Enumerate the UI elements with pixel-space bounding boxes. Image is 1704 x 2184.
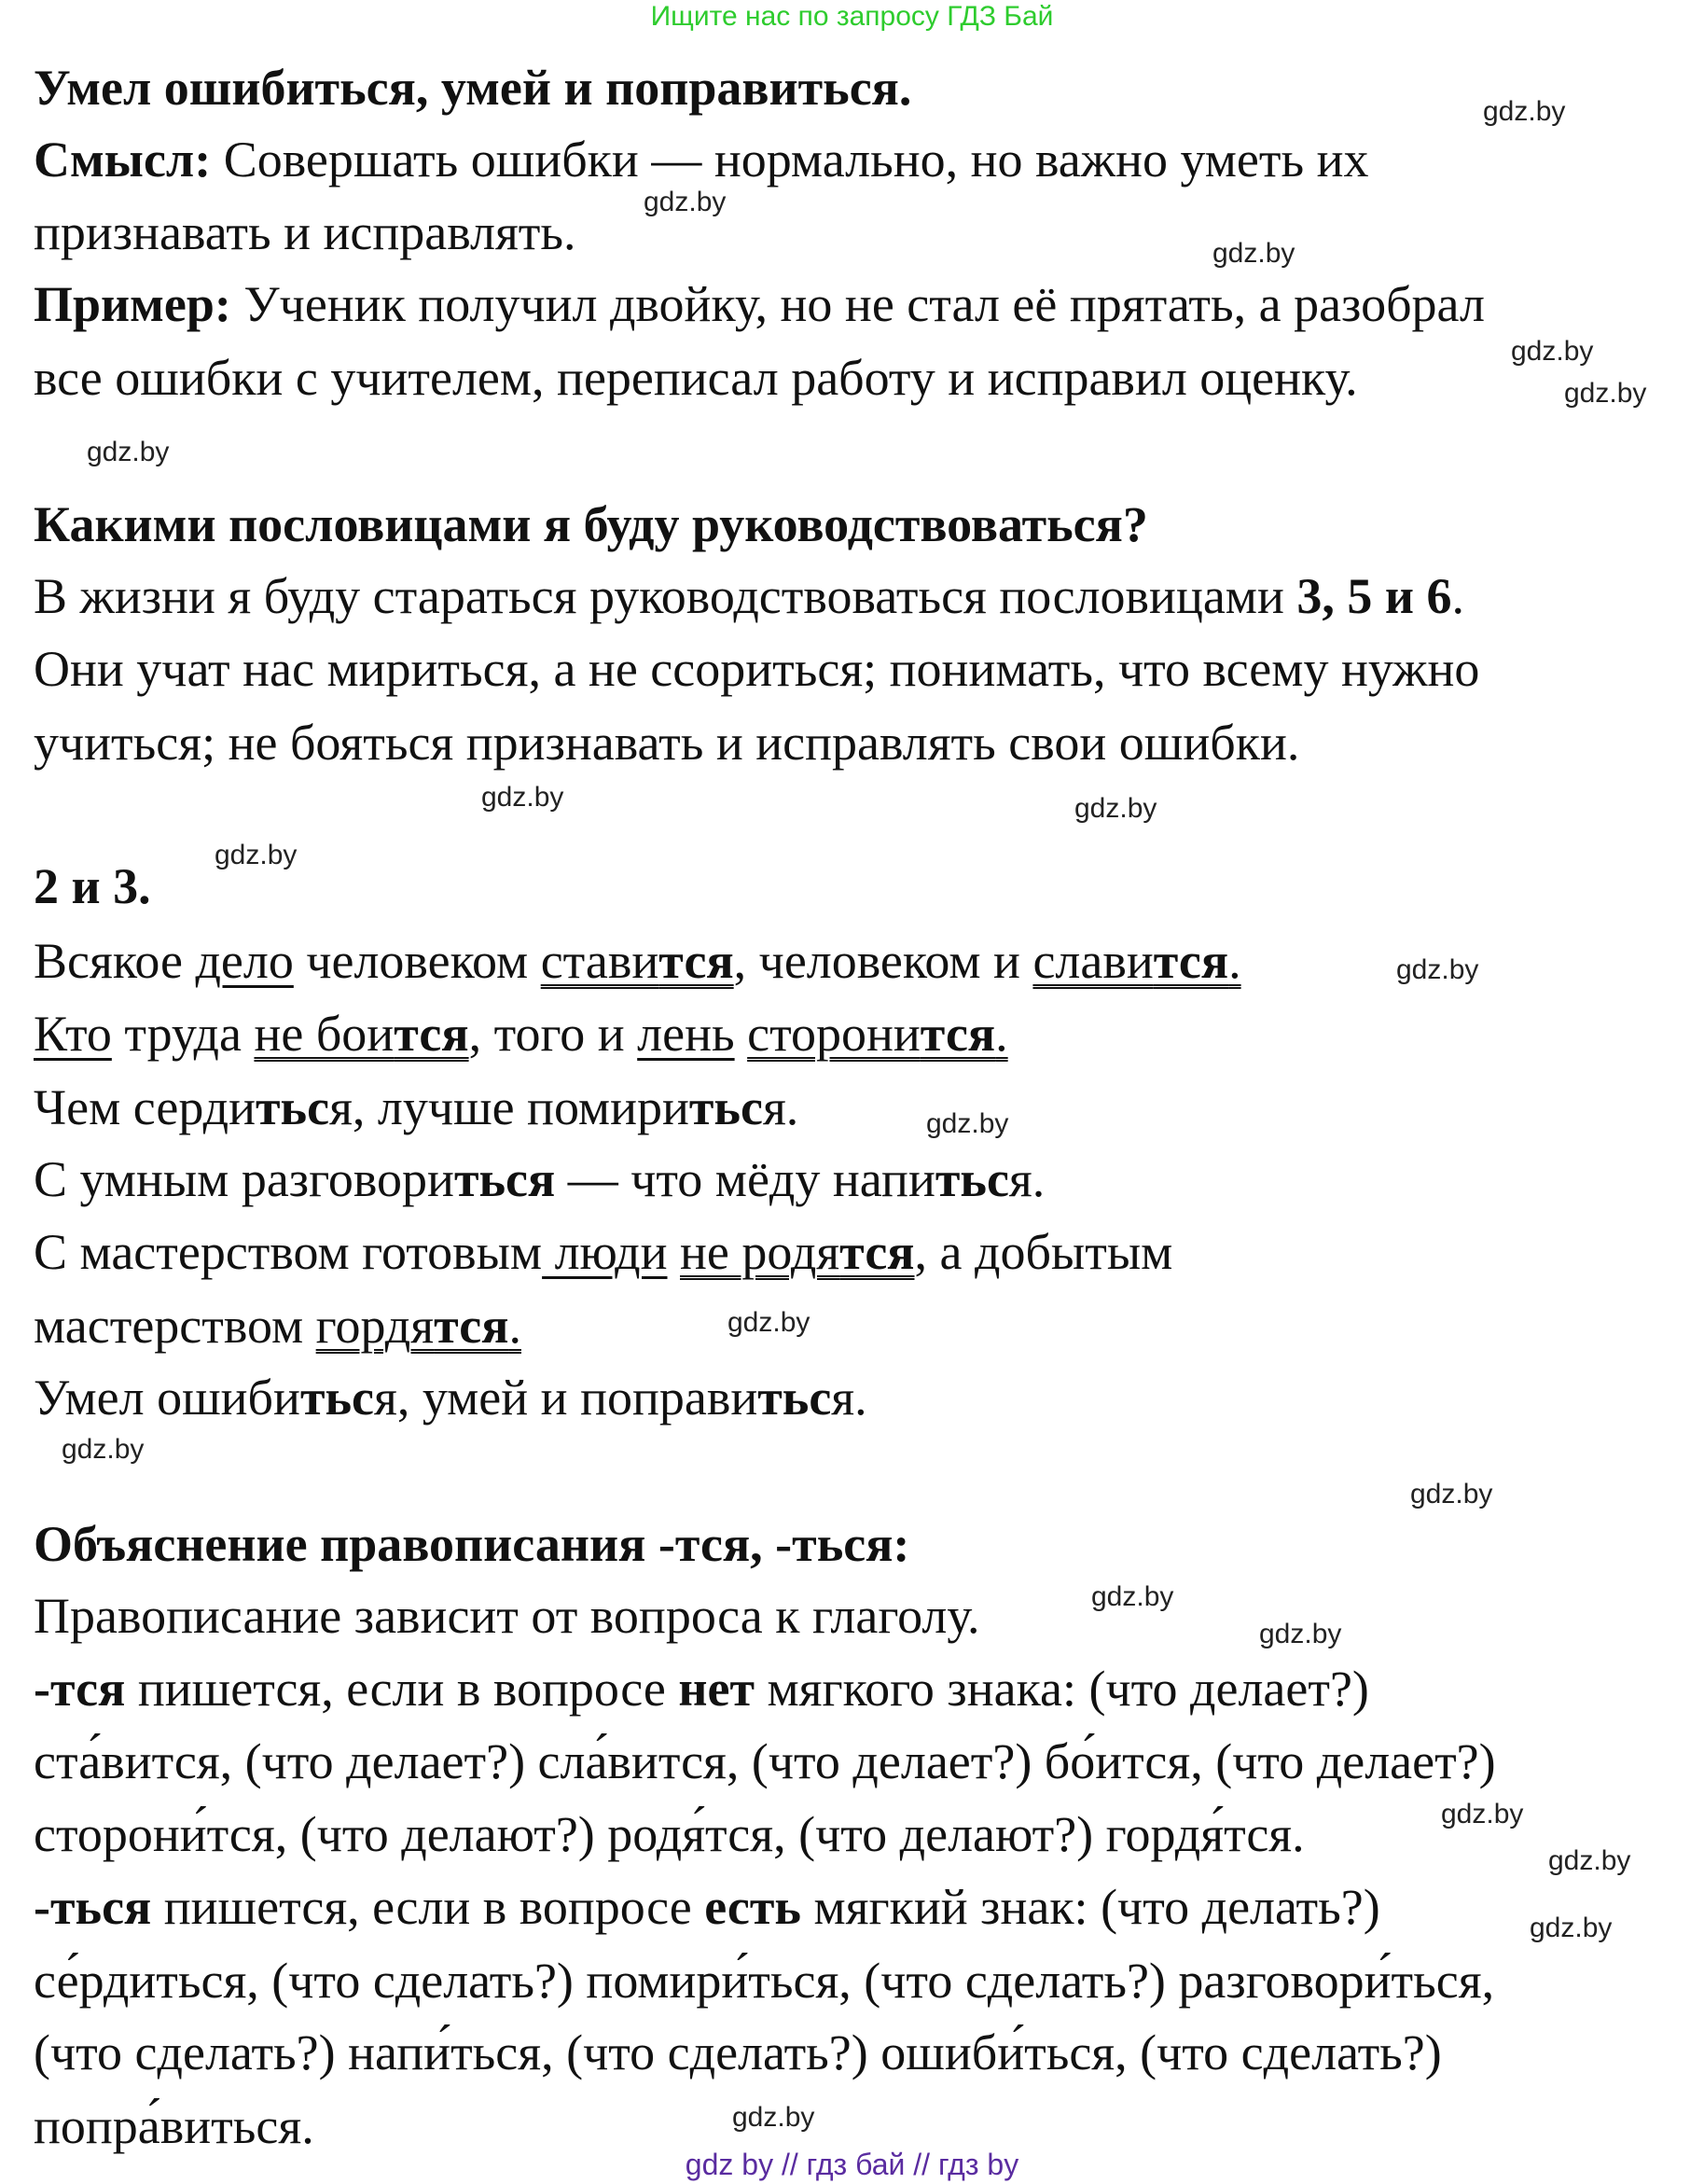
text-segment: , а добытым <box>914 1224 1173 1280</box>
watermark: gdz.by <box>1259 1619 1342 1649</box>
text-segment: Ученик получил двойку, но не стал её прятать, а разобрал <box>230 276 1485 332</box>
text-line <box>34 641 1479 697</box>
bold-text: -ться <box>34 1879 152 1935</box>
text-segment: Всякое <box>34 933 196 989</box>
bold-text: Смысл: <box>34 132 212 188</box>
watermark: gdz.by <box>1564 378 1647 409</box>
underlined-text: . <box>508 1298 521 1354</box>
text-line <box>34 1151 1045 1207</box>
bold-text: есть <box>704 1879 801 1935</box>
footer-links[interactable]: gdz by // гдз бай // гдз by <box>685 2148 1019 2181</box>
bold-text: тся <box>1153 933 1229 989</box>
text-line <box>34 715 1299 771</box>
bold-text: тся <box>434 1298 509 1354</box>
underlined-text: слави <box>1032 933 1154 989</box>
text-line <box>34 1661 1369 1717</box>
text-segment: я. <box>1008 1151 1046 1207</box>
text-segment: учиться; не бояться признавать и исправлять свои ошибки. <box>34 715 1300 771</box>
bold-text: тся <box>658 933 734 989</box>
text-segment: Правописание зависит от вопроса к глаголу. <box>34 1588 980 1644</box>
underlined-text: люди <box>542 1224 668 1280</box>
underlined-text: . <box>1228 933 1241 989</box>
underlined-text: дело <box>195 933 294 989</box>
text-segment: мягкий знак: (что делать?) <box>800 1879 1380 1935</box>
watermark: gdz.by <box>1511 336 1594 367</box>
text-segment: мастерством <box>34 1298 316 1354</box>
watermark: gdz.by <box>644 187 727 217</box>
text-segment: — что мёду напи <box>555 1151 935 1207</box>
underlined-text: . <box>995 1006 1008 1062</box>
text-segment: Умел ошиби <box>34 1370 300 1426</box>
watermark: gdz.by <box>215 840 298 870</box>
text-segment <box>735 1006 748 1062</box>
text-line <box>34 1733 1496 1789</box>
text-line <box>34 1516 909 1572</box>
text-segment: труда <box>111 1006 255 1062</box>
bold-text: тся <box>839 1224 915 1280</box>
bold-text: 2 и 3. <box>34 858 151 914</box>
text-segment: пишется, если в вопросе <box>125 1661 679 1717</box>
text-segment: , человеком и <box>733 933 1033 989</box>
text-segment: Совершать ошибки — нормально, но важно уметь их <box>211 132 1369 188</box>
underlined-text: Кто <box>34 1006 112 1062</box>
text-segment: , того и <box>468 1006 638 1062</box>
text-segment: все ошибки с учителем, переписал работу и исправил оценку. <box>34 350 1358 406</box>
text-line <box>34 350 1358 406</box>
underlined-text: не родя <box>680 1224 840 1280</box>
text-line <box>34 2024 1442 2080</box>
watermark: gdz.by <box>732 2102 815 2133</box>
watermark: gdz.by <box>1530 1913 1613 1943</box>
bold-text: тся <box>394 1006 469 1062</box>
watermark: gdz.by <box>1396 954 1479 985</box>
text-line <box>34 1806 1305 1862</box>
text-segment: В жизни я буду стараться руководствоваться пословицами <box>34 568 1297 624</box>
bold-text: Пример: <box>34 276 231 332</box>
text-line <box>34 1298 521 1354</box>
text-segment: человеком <box>293 933 541 989</box>
watermark: gdz.by <box>62 1434 145 1465</box>
text-segment: я, умей и поправи <box>374 1370 758 1426</box>
underlined-text: не бои <box>254 1006 395 1062</box>
text-segment <box>668 1224 681 1280</box>
text-line <box>34 1953 1494 2009</box>
watermark: gdz.by <box>926 1108 1009 1139</box>
text-line <box>34 858 151 914</box>
text-segment: попра́виться. <box>34 2098 314 2154</box>
bold-text: тьс <box>299 1370 374 1426</box>
watermark: gdz.by <box>1410 1479 1493 1509</box>
watermark: gdz.by <box>1441 1799 1524 1829</box>
text-segment: признавать и исправлять. <box>34 204 576 260</box>
text-segment: . <box>1451 568 1465 624</box>
search-banner[interactable]: Ищите нас по запросу ГДЗ Бай <box>650 1 1054 32</box>
text-segment: С умным разговори <box>34 1151 454 1207</box>
watermark: gdz.by <box>1212 238 1295 269</box>
bold-text: Умел ошибиться, умей и поправиться. <box>34 60 912 116</box>
bold-text: тьс <box>256 1079 330 1135</box>
text-segment: пишется, если в вопросе <box>151 1879 705 1935</box>
text-line <box>34 204 576 260</box>
text-line <box>34 60 911 116</box>
watermark: gdz.by <box>1074 793 1157 824</box>
text-segment: Чем серди <box>34 1079 256 1135</box>
watermark: gdz.by <box>481 782 564 813</box>
text-segment: се́рдиться, (что сделать?) помири́ться, (что сделать?) разговори́ться, <box>34 1953 1495 2009</box>
underlined-text: лень <box>637 1006 735 1062</box>
underlined-text: гордя <box>315 1298 435 1354</box>
text-segment: С мастерством готовым <box>34 1224 543 1280</box>
underlined-text: сторони <box>747 1006 921 1062</box>
text-segment: мягкого знака: (что делает?) <box>754 1661 1369 1717</box>
text-segment: я. <box>831 1370 867 1426</box>
text-line <box>34 1879 1380 1935</box>
text-line <box>34 1588 979 1644</box>
bold-text: Объяснение правописания -тся, -ться: <box>34 1516 910 1572</box>
text-line <box>34 132 1369 188</box>
bold-text: 3, 5 и 6 <box>1296 568 1452 624</box>
bold-text: тьс <box>935 1151 1009 1207</box>
bold-text: тьс <box>688 1079 763 1135</box>
watermark: gdz.by <box>727 1307 810 1338</box>
text-line <box>34 276 1485 332</box>
text-line <box>34 1224 1172 1280</box>
text-line <box>34 568 1464 624</box>
watermark: gdz.by <box>87 437 170 467</box>
bold-text: тся <box>920 1006 996 1062</box>
text-segment: Они учат нас мириться, а не ссориться; понимать, что всему нужно <box>34 641 1480 697</box>
bold-text: Какими пословицами я буду руководствоваться? <box>34 496 1148 552</box>
text-segment: сторони́тся, (что делают?) родя́тся, (что делают?) гордя́тся. <box>34 1806 1305 1862</box>
bold-text: ться <box>453 1151 556 1207</box>
text-line <box>34 933 1241 989</box>
text-line <box>34 1006 1008 1062</box>
watermark: gdz.by <box>1483 96 1566 127</box>
text-line <box>34 496 1148 552</box>
underlined-text: стави <box>540 933 659 989</box>
bold-text: нет <box>678 1661 755 1717</box>
bold-text: -тся <box>34 1661 126 1717</box>
bold-text: тьс <box>757 1370 832 1426</box>
text-line <box>34 1079 798 1135</box>
text-segment: ста́вится, (что делает?) сла́вится, (что делает?) бо́ится, (что делает?) <box>34 1733 1496 1789</box>
text-line <box>34 1370 867 1426</box>
watermark: gdz.by <box>1548 1845 1631 1876</box>
text-segment: я, лучше помири <box>329 1079 689 1135</box>
text-segment: я. <box>762 1079 799 1135</box>
watermark: gdz.by <box>1091 1581 1174 1612</box>
text-segment: (что сделать?) напи́ться, (что сделать?) ошиби́ться, (что сделать?) <box>34 2024 1442 2080</box>
